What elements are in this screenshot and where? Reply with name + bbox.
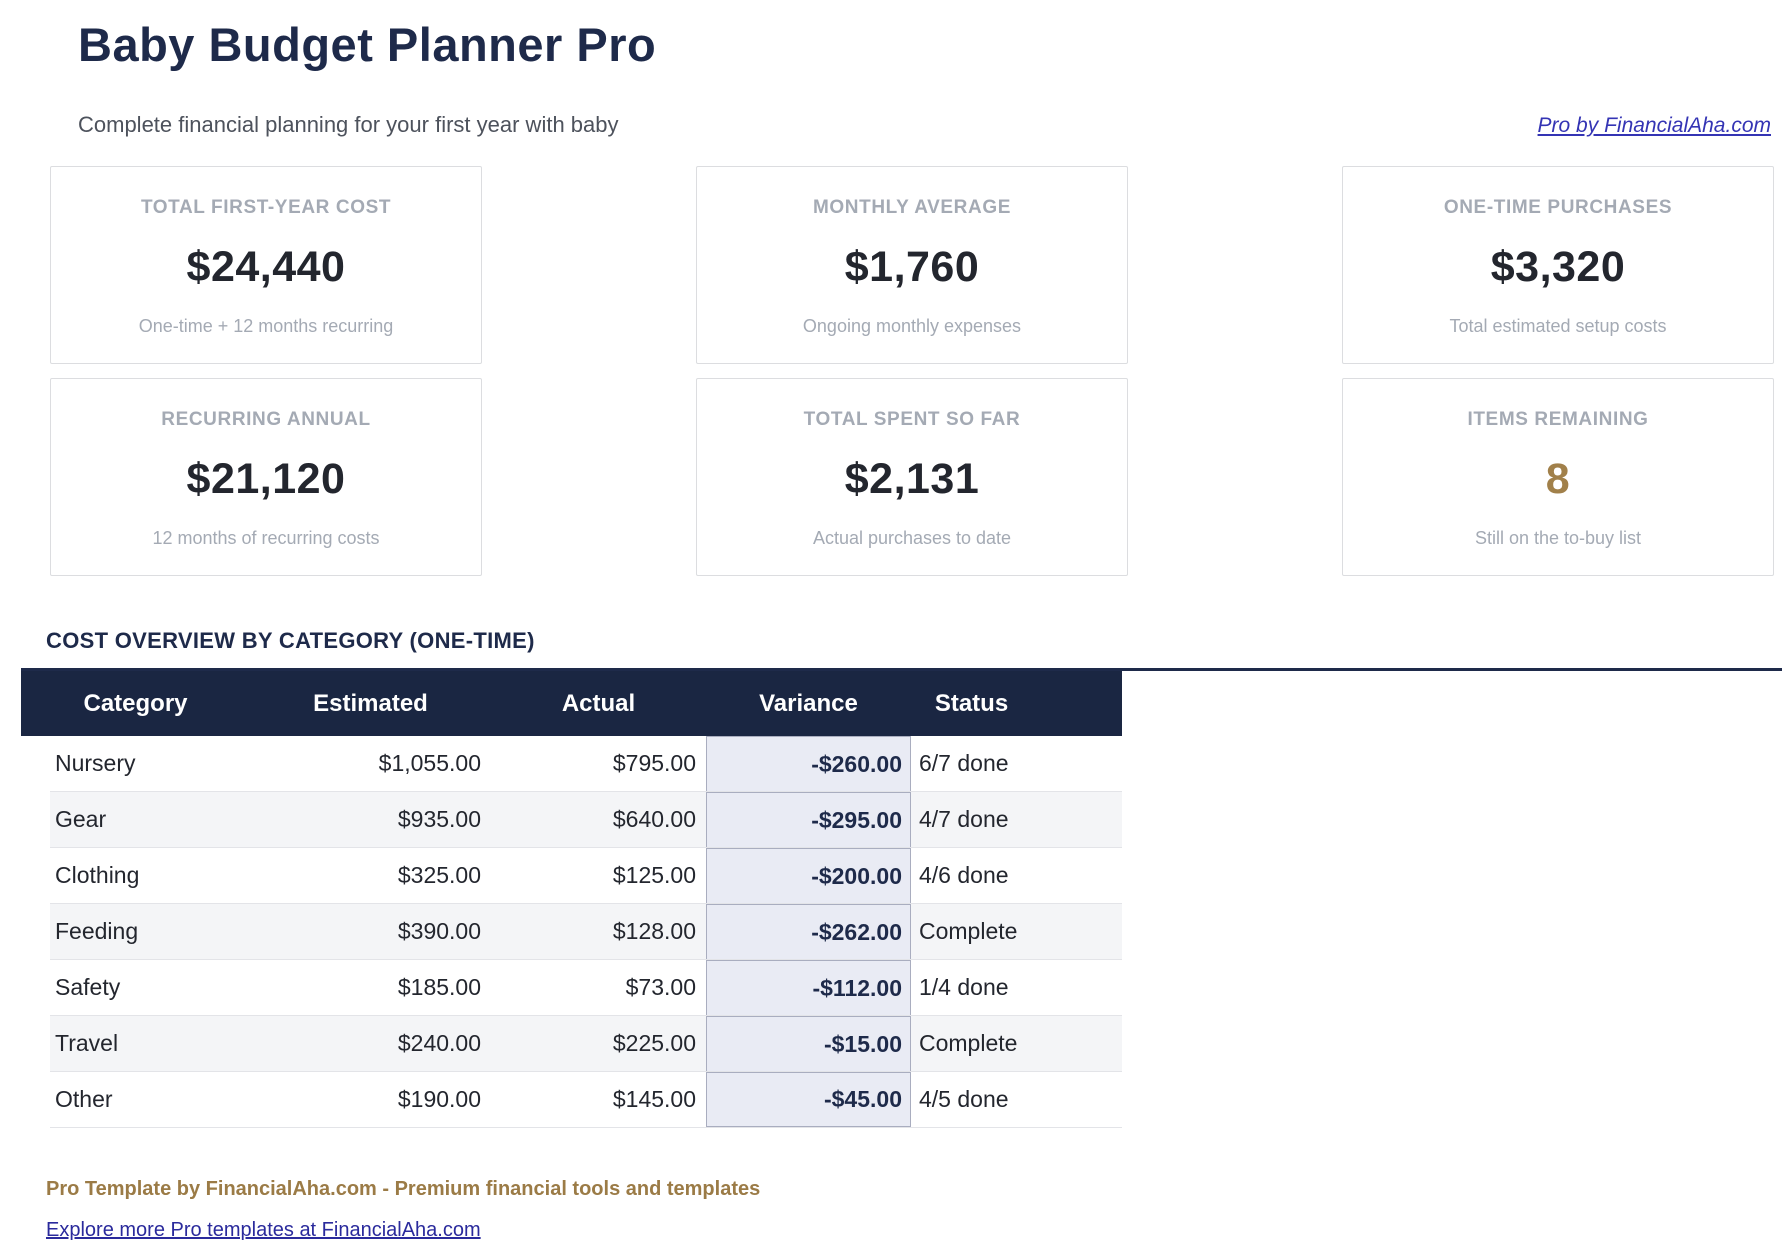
column-header-estimated: Estimated: [313, 689, 428, 717]
card-value: $1,760: [844, 243, 980, 292]
cost-table-body: [50, 736, 1122, 1128]
estimated-cell: $390.00: [397, 918, 481, 945]
summary-card-recurring-annual: [50, 378, 482, 576]
card-caption: 12 months of recurring costs: [152, 528, 380, 549]
card-label: TOTAL SPENT SO FAR: [803, 409, 1021, 431]
category-cell: Gear: [55, 806, 107, 833]
estimated-cell: $190.00: [397, 1086, 481, 1113]
status-cell: Complete: [919, 918, 1018, 945]
table-row-gear: [50, 792, 1122, 848]
table-row-travel: [50, 1016, 1122, 1072]
card-caption: One-time + 12 months recurring: [138, 316, 394, 337]
variance-cell: -$15.00: [706, 1016, 911, 1071]
footer-link-row: [46, 1219, 1782, 1242]
actual-cell: $125.00: [612, 862, 696, 889]
card-caption: Ongoing monthly expenses: [802, 316, 1022, 337]
footer-tagline: Pro Template by FinancialAha.com - Premium financial tools and templates: [46, 1178, 761, 1201]
variance-cell: -$295.00: [706, 792, 911, 847]
card-label: ITEMS REMAINING: [1467, 409, 1649, 431]
status-cell: 4/5 done: [919, 1086, 1009, 1113]
pro-by-financialaha-link[interactable]: Pro by FinancialAha.com: [1537, 114, 1771, 138]
explore-templates-link[interactable]: Explore more Pro templates at FinancialAha.com: [46, 1219, 481, 1242]
page-subtitle: Complete financial planning for your first year with baby: [78, 112, 619, 138]
status-cell: 4/6 done: [919, 862, 1009, 889]
status-cell: 1/4 done: [919, 974, 1009, 1001]
actual-cell: $795.00: [612, 750, 696, 777]
card-value: $3,320: [1490, 243, 1626, 292]
estimated-cell: $325.00: [397, 862, 481, 889]
estimated-cell: $240.00: [397, 1030, 481, 1057]
card-label: ONE-TIME PURCHASES: [1443, 197, 1673, 219]
variance-cell: -$112.00: [706, 960, 911, 1015]
table-row-safety: [50, 960, 1122, 1016]
actual-cell: $145.00: [612, 1086, 696, 1113]
card-caption: Still on the to-buy list: [1474, 528, 1642, 549]
summary-card-total-spent-so-far: [696, 378, 1128, 576]
card-value: $2,131: [844, 455, 980, 504]
summary-card-one-time-purchases: [1342, 166, 1774, 364]
summary-card-total-first-year-cost: [50, 166, 482, 364]
summary-cards-grid: [50, 166, 1774, 576]
category-cell: Travel: [55, 1030, 119, 1057]
category-cell: Safety: [55, 974, 121, 1001]
card-caption: Total estimated setup costs: [1449, 316, 1667, 337]
status-cell: 6/7 done: [919, 750, 1009, 777]
card-value: $24,440: [186, 243, 346, 292]
summary-card-items-remaining: [1342, 378, 1774, 576]
page-title: Baby Budget Planner Pro: [78, 18, 657, 71]
estimated-cell: $935.00: [397, 806, 481, 833]
table-row-nursery: [50, 736, 1122, 792]
variance-cell: -$45.00: [706, 1072, 911, 1127]
actual-cell: $128.00: [612, 918, 696, 945]
table-row-clothing: [50, 848, 1122, 904]
column-header-category: Category: [83, 689, 188, 717]
card-caption: Actual purchases to date: [812, 528, 1012, 549]
actual-cell: $225.00: [612, 1030, 696, 1057]
cost-table-header-row: [21, 671, 1122, 736]
card-label: TOTAL FIRST-YEAR COST: [140, 197, 392, 219]
estimated-cell: $185.00: [397, 974, 481, 1001]
variance-cell: -$262.00: [706, 904, 911, 959]
column-header-variance: Variance: [759, 689, 858, 717]
table-row-feeding: [50, 904, 1122, 960]
card-label: MONTHLY AVERAGE: [813, 197, 1011, 219]
category-cell: Clothing: [55, 862, 140, 889]
card-value: 8: [1545, 455, 1571, 504]
variance-cell: -$200.00: [706, 848, 911, 903]
variance-cell: -$260.00: [706, 736, 911, 791]
card-value: $21,120: [186, 455, 346, 504]
actual-cell: $73.00: [625, 974, 696, 1001]
column-header-actual: Actual: [561, 689, 636, 717]
column-header-status: Status: [934, 689, 1009, 717]
table-row-other: [50, 1072, 1122, 1128]
category-cell: Feeding: [55, 918, 139, 945]
subheader-row: [78, 112, 1771, 138]
card-label: RECURRING ANNUAL: [161, 409, 371, 431]
actual-cell: $640.00: [612, 806, 696, 833]
status-cell: 4/7 done: [919, 806, 1009, 833]
summary-card-monthly-average: [696, 166, 1128, 364]
status-cell: Complete: [919, 1030, 1018, 1057]
estimated-cell: $1,055.00: [378, 750, 481, 777]
section-title-cost-overview: COST OVERVIEW BY CATEGORY (ONE-TIME): [46, 628, 535, 654]
category-cell: Nursery: [55, 750, 136, 777]
category-cell: Other: [55, 1086, 113, 1113]
